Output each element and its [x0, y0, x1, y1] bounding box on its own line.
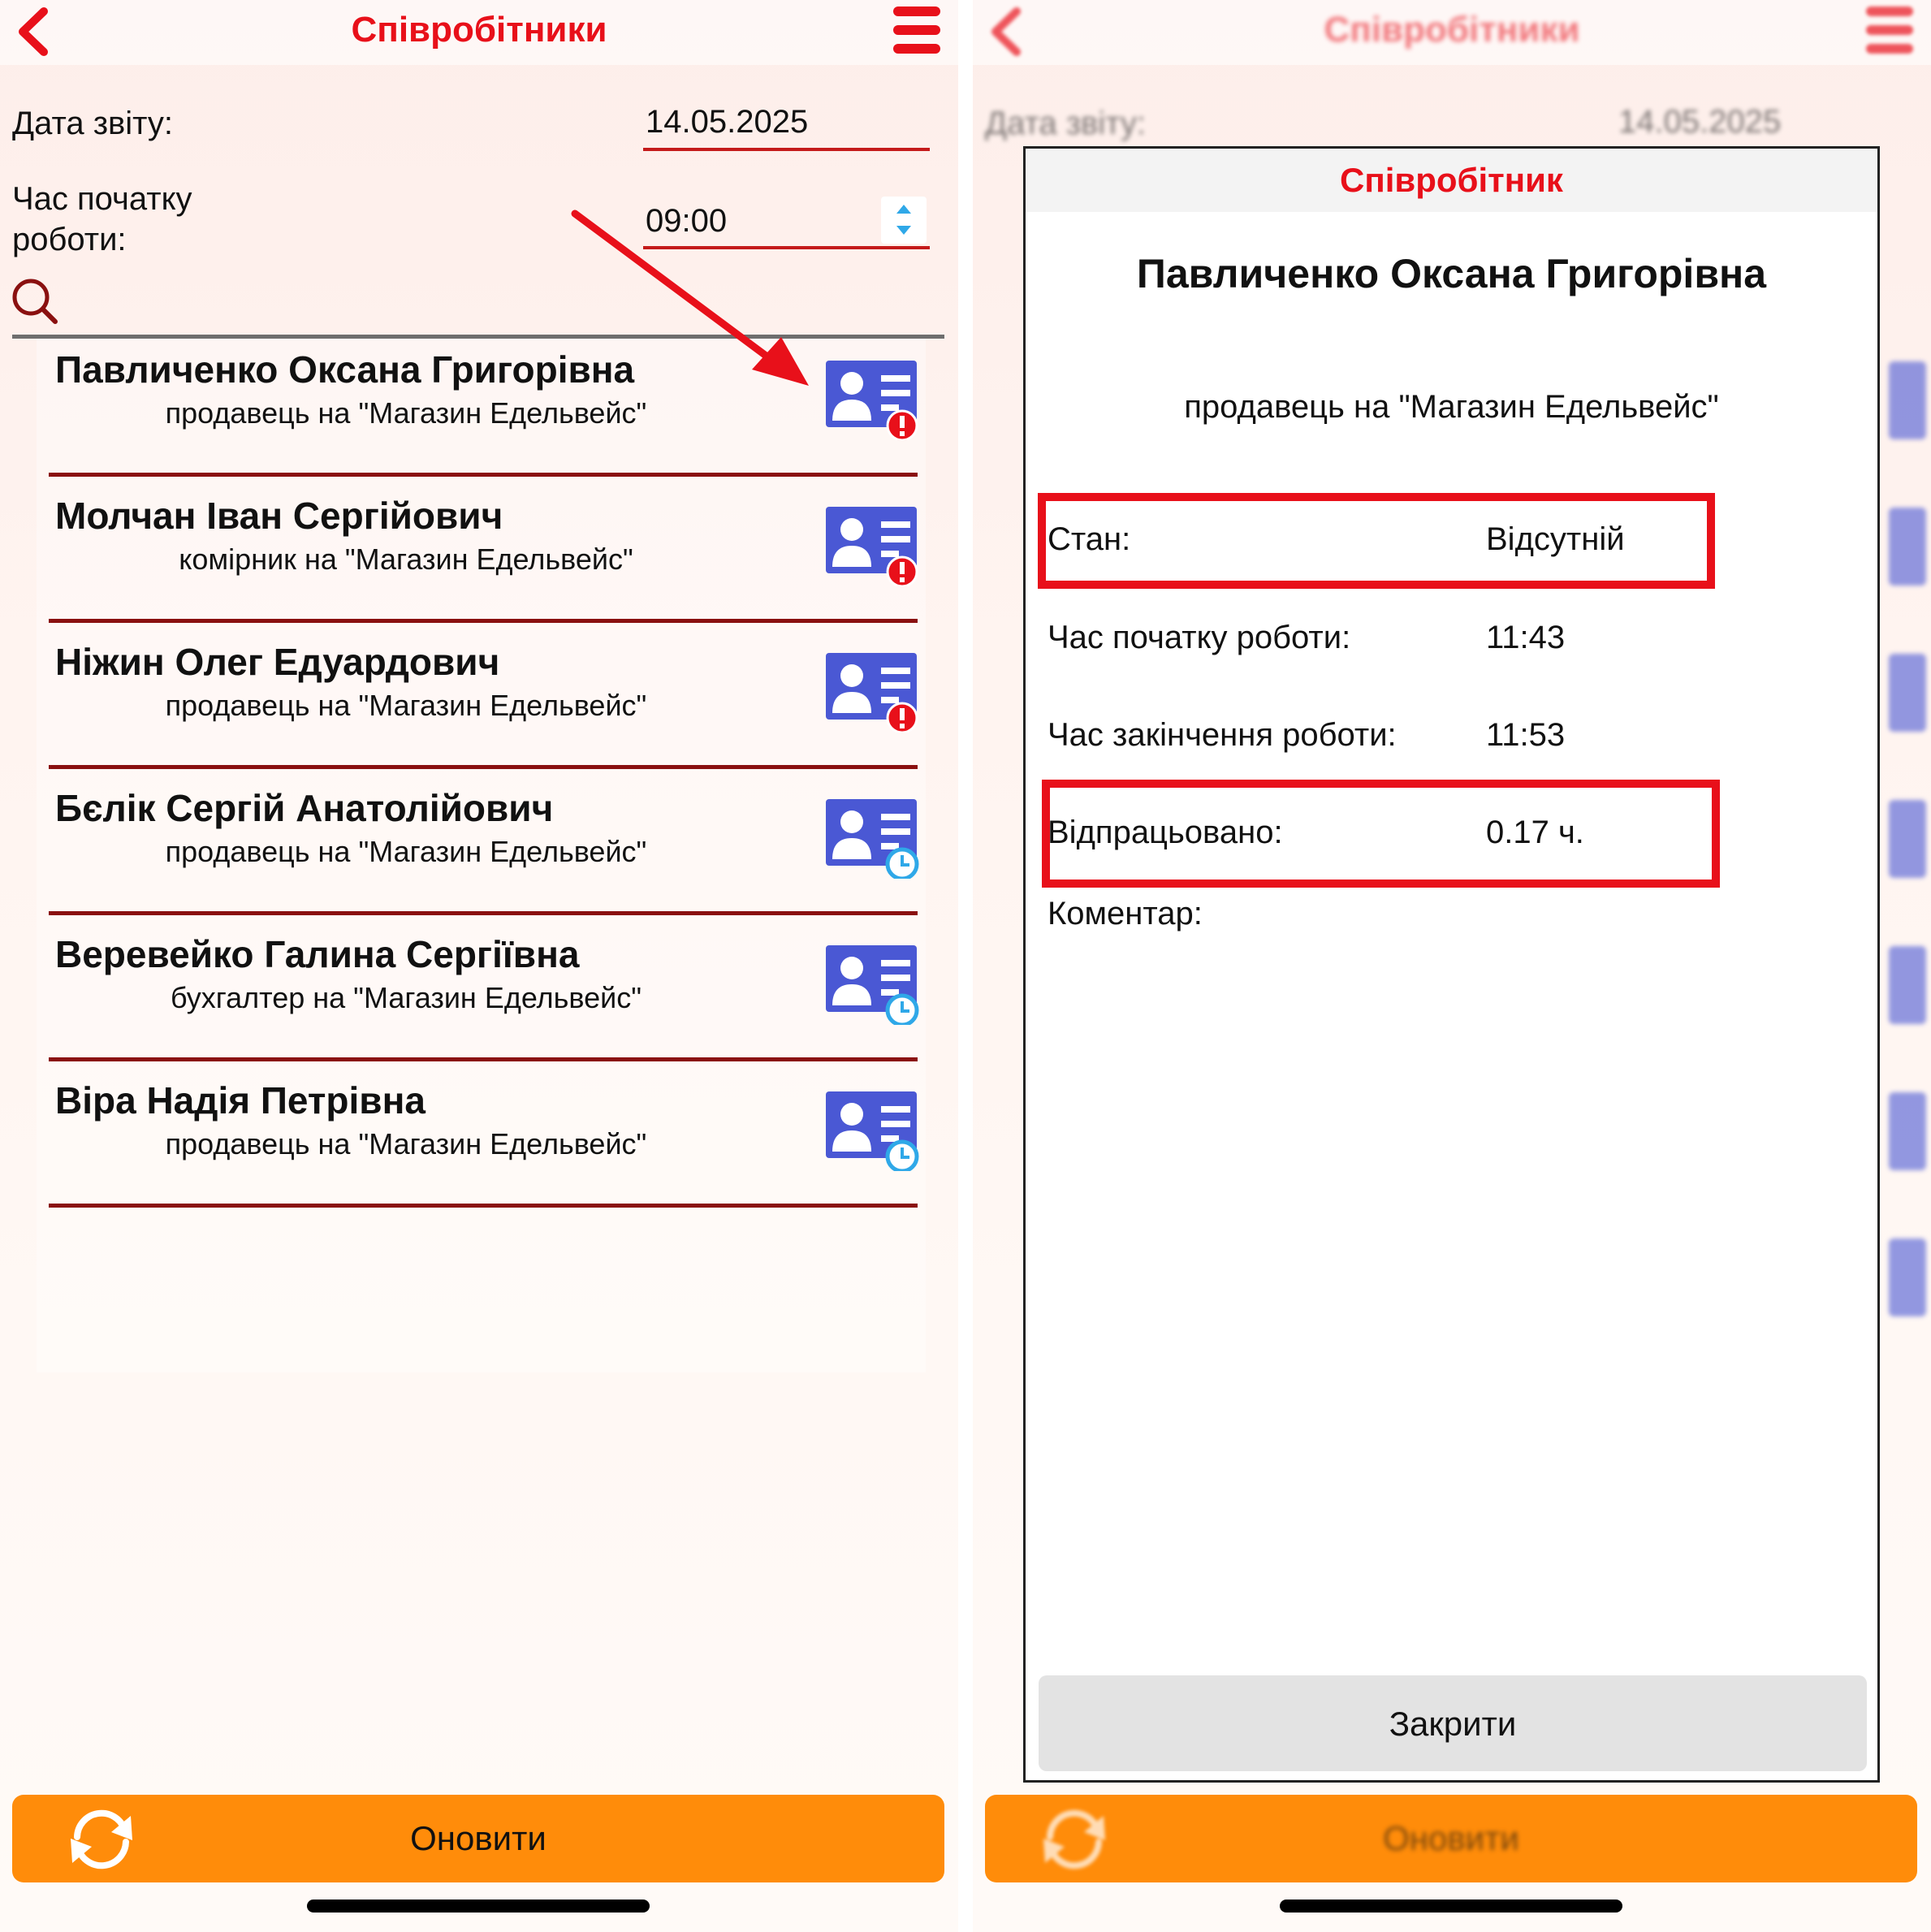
- search-icon[interactable]: [10, 276, 60, 326]
- row-divider: [49, 1057, 918, 1061]
- employee-card-icon: [1881, 1238, 1929, 1328]
- stepper-down-icon[interactable]: [896, 226, 911, 235]
- hamburger-menu-icon: [1866, 6, 1913, 54]
- employee-card-icon[interactable]: [824, 944, 922, 1025]
- employee-row[interactable]: [49, 1072, 918, 1218]
- refresh-button: [985, 1795, 1917, 1882]
- dialog-employee-name: Павличенко Оксана Григорівна: [1136, 251, 1767, 296]
- dialog-title: Співробітник: [1340, 161, 1563, 199]
- row-divider: [49, 765, 918, 769]
- employee-card-icon: [1881, 946, 1929, 1035]
- home-indicator: [307, 1900, 650, 1913]
- refresh-button[interactable]: [12, 1795, 944, 1882]
- start-time-label-line1: Час початку: [12, 181, 192, 217]
- end-time-value: 11:53: [1486, 717, 1566, 753]
- employees-screen: [0, 0, 958, 1932]
- employee-card-icon: [1881, 654, 1929, 743]
- employee-role: продавець на "Магазин Едельвейс": [165, 689, 647, 722]
- home-indicator: [1280, 1900, 1622, 1913]
- employee-name: Молчан Іван Сергійович: [55, 495, 503, 537]
- employee-row[interactable]: [49, 926, 918, 1072]
- annotation-arrow-icon: [568, 207, 812, 390]
- end-time-label: Час закінчення роботи:: [1048, 717, 1397, 753]
- employee-card-icon: [1881, 800, 1929, 889]
- employee-card-icon[interactable]: [824, 797, 922, 879]
- row-divider: [49, 473, 918, 477]
- employee-role: продавець на "Магазин Едельвейс": [165, 1127, 647, 1160]
- start-time-label: Час початку роботи:: [1048, 620, 1351, 655]
- report-date-underline: [643, 148, 930, 151]
- report-date-label: Дата звіту:: [12, 106, 174, 141]
- app-header: [0, 0, 958, 65]
- start-time-value: 11:43: [1486, 620, 1566, 655]
- row-divider: [49, 911, 918, 915]
- close-button[interactable]: [1039, 1675, 1867, 1771]
- employee-card-icon[interactable]: [824, 651, 922, 733]
- time-stepper[interactable]: [881, 197, 927, 244]
- employee-name: Віра Надія Петрівна: [55, 1079, 426, 1122]
- employee-card-icon[interactable]: [824, 505, 922, 586]
- employee-role: комірник на "Магазин Едельвейс": [179, 542, 633, 576]
- row-divider: [49, 619, 918, 623]
- employee-card-icon: [1881, 361, 1929, 451]
- start-time-label-line2: роботи:: [12, 222, 127, 257]
- employee-card-icon: [1881, 508, 1929, 597]
- refresh-label: Оновити: [1383, 1819, 1519, 1857]
- report-date-input[interactable]: 14.05.2025: [646, 104, 809, 140]
- worked-value: 0.17 ч.: [1486, 815, 1584, 850]
- comment-label: Коментар:: [1048, 896, 1203, 931]
- dialog-employee-role: продавець на "Магазин Едельвейс": [1184, 389, 1719, 425]
- employee-dialog: [1023, 146, 1880, 1783]
- employee-row[interactable]: [49, 487, 918, 633]
- row-divider: [49, 1204, 918, 1208]
- employee-name: Веревейко Галина Сергіївна: [55, 933, 580, 975]
- refresh-label: Оновити: [410, 1819, 546, 1857]
- start-time-label: [12, 179, 192, 260]
- employee-name: Ніжин Олег Едуардович: [55, 641, 500, 683]
- employee-row[interactable]: [49, 633, 918, 780]
- employee-card-icon[interactable]: [824, 1090, 922, 1171]
- page-title: Співробітники: [1324, 10, 1580, 50]
- alert-icon: [888, 411, 917, 440]
- employee-name: Павличенко Оксана Григорівна: [55, 348, 635, 391]
- clock-icon: [888, 996, 917, 1025]
- employee-name: Бєлік Сергій Анатолійович: [55, 787, 554, 829]
- employee-row[interactable]: [49, 780, 918, 926]
- employee-card-icon: [1881, 1092, 1929, 1182]
- worked-highlight: [1042, 780, 1720, 888]
- employee-role: продавець на "Магазин Едельвейс": [165, 835, 647, 868]
- clock-icon: [888, 1142, 917, 1171]
- status-label: Стан:: [1048, 521, 1131, 557]
- employee-role: продавець на "Магазин Едельвейс": [165, 396, 647, 430]
- alert-icon: [888, 703, 917, 733]
- status-value: Відсутній: [1486, 521, 1625, 557]
- employee-detail-screen: [973, 0, 1931, 1932]
- start-time-input[interactable]: 09:00: [646, 203, 728, 239]
- alert-icon: [888, 557, 917, 586]
- page-title: Співробітники: [351, 10, 607, 50]
- stepper-up-icon[interactable]: [896, 205, 911, 214]
- app-header: [973, 0, 1931, 65]
- employee-card-icon[interactable]: [824, 359, 922, 440]
- clock-icon: [888, 849, 917, 879]
- status-highlight: [1038, 493, 1715, 589]
- dialog-header: [1026, 149, 1877, 212]
- close-label: Закрити: [1389, 1705, 1517, 1743]
- hamburger-menu-icon[interactable]: [893, 6, 940, 54]
- worked-label: Відпрацьовано:: [1048, 815, 1283, 850]
- report-date-label: Дата звіту:: [985, 106, 1147, 141]
- report-date-input: 14.05.2025: [1618, 104, 1782, 140]
- employee-role: бухгалтер на "Магазин Едельвейс": [170, 981, 642, 1014]
